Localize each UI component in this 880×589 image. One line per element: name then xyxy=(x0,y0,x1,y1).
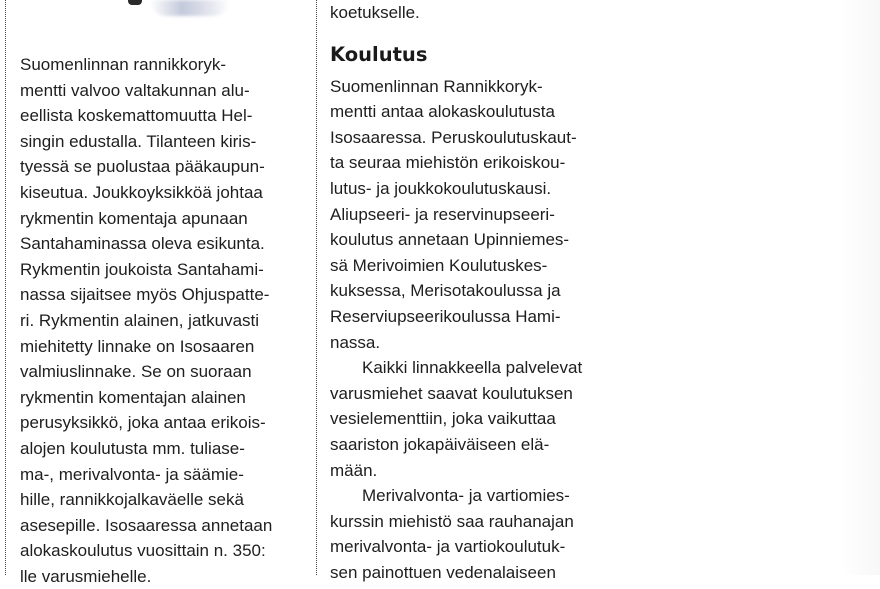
text-line: Santahaminassa oleva esikunta. xyxy=(20,234,265,254)
left-text-column xyxy=(20,52,312,589)
text-line: Reserviupseerikoulussa Hami- xyxy=(330,306,561,326)
text-line: Kaikki linnakkeella palvelevat xyxy=(362,358,583,378)
text-line: Aliupseeri- ja reservinupseeri- xyxy=(330,204,555,224)
text-line: ta seuraa miehistön erikoiskou- xyxy=(330,153,566,173)
text-line: asesepille. Isosaaressa annetaan xyxy=(20,515,273,535)
text-line: Merivalvonta- ja vartiomies- xyxy=(362,486,570,506)
section-heading: Koulutus xyxy=(330,42,428,66)
page-edge-shadow xyxy=(840,0,880,575)
text-line: vesielementtiin, joka vaikuttaa xyxy=(330,409,556,429)
text-line: eellista koskemattomuutta Hel- xyxy=(20,106,253,126)
right-text-column xyxy=(330,0,630,585)
text-line: valmiuslinnake. Se on suoraan xyxy=(20,362,252,382)
text-line: perusyksikkö, joka antaa erikois- xyxy=(20,413,266,433)
text-line: sen painottuen vedenalaiseen xyxy=(330,562,556,582)
text-line: ri. Rykmentin alainen, jatkuvasti xyxy=(20,310,260,330)
text-line: mentti valvoo valtakunnan alu- xyxy=(20,80,250,100)
text-line: kurssin miehistö saa rauhanajan xyxy=(330,511,574,531)
text-line: rykmentin komentaja apunaan xyxy=(20,208,248,228)
text-line: koetukselle. xyxy=(330,3,420,22)
text-line: hille, rannikkojalkaväelle sekä xyxy=(20,490,244,510)
text-line: mään. xyxy=(330,460,378,480)
text-line: lle varusmiehelle. xyxy=(20,566,152,586)
text-line: singin edustalla. Tilanteen kiris- xyxy=(20,131,257,151)
text-line: Suomenlinnan rannikkoryk- xyxy=(20,55,226,74)
text-line: kuksessa, Merisotakoulussa ja xyxy=(330,281,561,301)
text-line: nassa. xyxy=(330,332,381,352)
text-line: sä Merivoimien Koulutuskes- xyxy=(330,255,548,275)
column-dotted-rule xyxy=(316,0,317,575)
text-line: tyessä se puolustaa pääkaupun- xyxy=(20,157,265,177)
text-line: lutus- ja joukkokoulutuskausi. xyxy=(330,178,552,198)
text-line: miehitetty linnake on Isosaaren xyxy=(20,336,255,356)
left-dotted-rule xyxy=(5,0,6,575)
text-line: alojen koulutusta mm. tuliase- xyxy=(20,438,245,458)
text-line: Rykmentin joukoista Santahami- xyxy=(20,259,264,279)
photo-blur-streak xyxy=(150,0,230,16)
text-line: kiseutua. Joukkoyksikköä johtaa xyxy=(20,182,263,202)
photo-dark-detail xyxy=(128,0,142,5)
text-line: merivalvonta- ja vartiokoulutuk- xyxy=(330,537,566,557)
text-line: alokaskoulutus vuosittain n. 350: xyxy=(20,541,266,561)
text-line: koulutus annetaan Upinniemes- xyxy=(330,230,570,250)
text-line: varusmiehet saavat koulutuksen xyxy=(330,383,573,403)
text-line: ma-, merivalvonta- ja säämie- xyxy=(20,464,244,484)
text-line: saariston jokapäiväiseen elä- xyxy=(330,434,550,454)
photo-fragment xyxy=(10,0,310,22)
text-line: Isosaaressa. Peruskoulutuskaut- xyxy=(330,127,577,147)
text-line: mentti antaa alokaskoulutusta xyxy=(330,102,555,122)
text-line: rykmentin komentajan alainen xyxy=(20,387,246,407)
text-line: nassa sijaitsee myös Ohjuspatte- xyxy=(20,285,270,305)
text-line: Suomenlinnan Rannikkoryk- xyxy=(330,76,543,96)
